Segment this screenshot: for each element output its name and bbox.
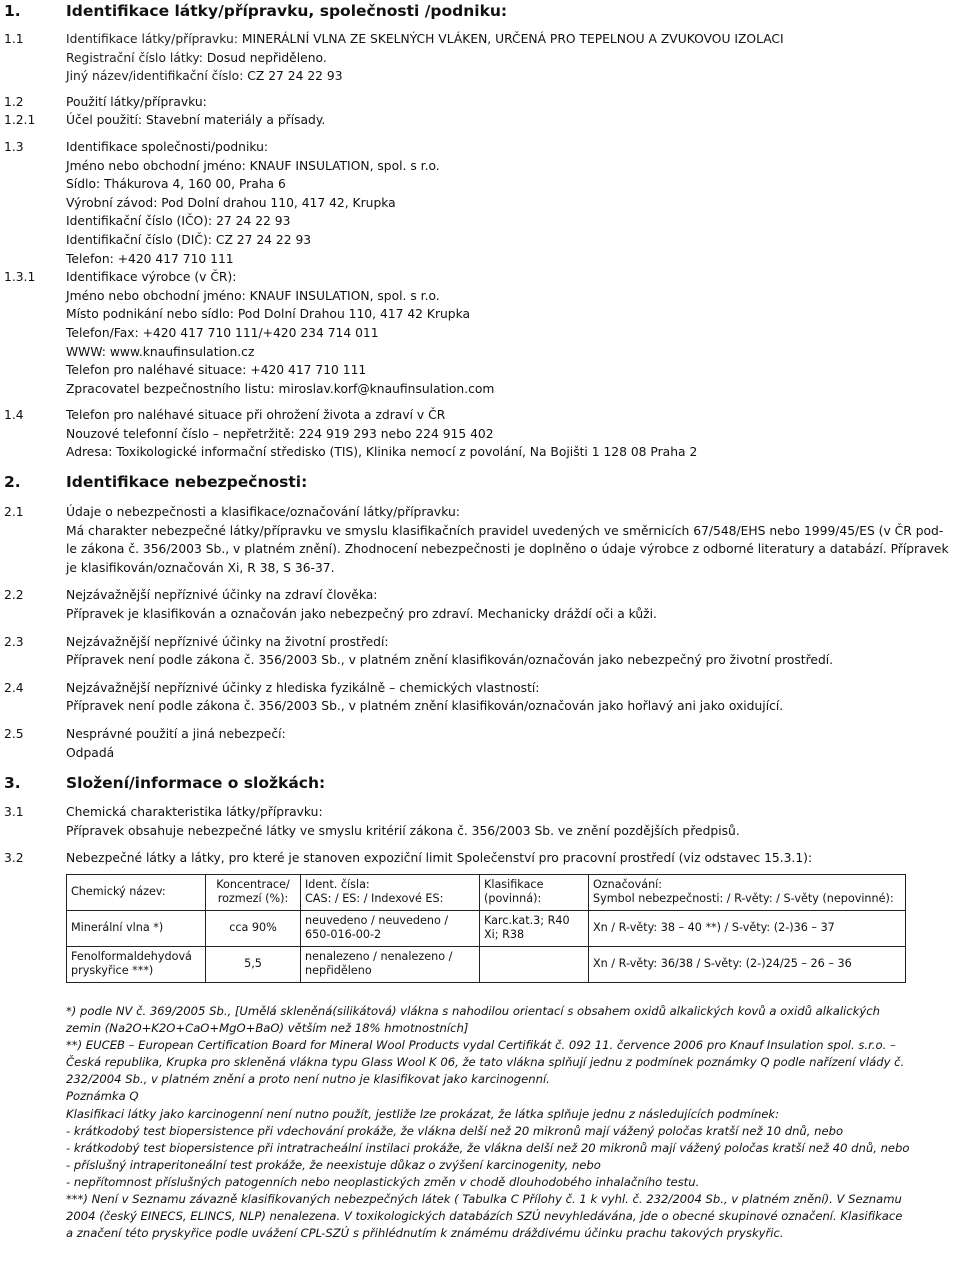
item-number: 2.2 [4,588,24,603]
table-cell [67,946,206,982]
table-cell [301,946,480,982]
item-2-1 [4,503,958,577]
value: MINERÁLNÍ VLNA ZE SKELNÝCH VLÁKEN, URČENÁ PRO TEPELNOU A ZVUKOVOU IZOLACI [241,32,784,46]
label: Telefon: [66,251,114,266]
item-number: 1.3.1 [4,270,36,285]
table-cell [589,910,906,946]
footnote-line: Poznámka Q [66,1089,139,1104]
paragraph-line: Má charakter nebezpečné látky/přípravku ve smyslu klasifikačních pravidel uvedených ve směrnicích 67/548/EHS nebo 1999/45/ES (v ČR pod- [66,523,944,538]
seat-line [66,175,958,194]
value: +420 417 710 111 [117,251,234,266]
value: 27 24 22 93 [216,214,291,229]
item-1-4 [4,406,958,462]
item-number: 1.2 [4,94,24,109]
cell-text: pryskyřice ***) [71,964,154,978]
section-number: 1. [4,2,21,20]
item-text: Odpadá [66,745,115,760]
cell-text: nepřiděleno [305,964,372,978]
author-line [66,380,958,399]
section-title: Identifikace látky/přípravku, společnosti /podniku: [66,2,508,20]
header-text: Symbol nebezpečnosti: / R-věty: / S-věty (nepovinné): [593,892,894,906]
item-number: 2.5 [4,727,24,741]
item-title: Nesprávné použití a jiná nebezpečí: [66,727,286,741]
footnote-line: - příslušný intraperitoneální test prokáže, že neexistuje důkaz o zvýšení karcinogenity, nebo [66,1157,601,1172]
footnote-line: **) EUCEB – European Certification Board for Mineral Wool Products vydal Certifikát č. 092 11. července 2006 pro Knauf Insulation spol. s.r.o. – [66,1038,896,1053]
item-number: 1.4 [4,408,24,423]
cell-text: neuvedeno / neuvedeno / [305,913,449,927]
header-text: Ident. čísla: [305,877,370,891]
value: Stavební materiály a přísady. [145,113,326,128]
table-cell [206,946,301,982]
company-name-line [66,157,958,176]
item-title: Nejzávažnější nepříznivé účinky na životní prostředí: [66,634,389,649]
header-text: Označování: [593,877,663,891]
footnote-line: - krátkodobý test biopersistence při intratracheální instilaci prokáže, že vlákna delší než 20 mikronů mají vážený poločas kratší než 40 dnů, nebo [66,1140,910,1155]
footnote-line: a značení této pryskyřice podle uvážení CPL-SZÚ s přihlédnutím k známému dráždivému účinku prachu takových pryskyřic. [66,1226,784,1241]
section-title: Identifikace nebezpečnosti: [66,473,308,492]
label: Sídlo: [66,177,101,192]
footnote-line: 2004 (český EINECS, ELINCS, NLP) nenalezena. V toxikologických databázích SZÚ nevyhledávána, jde o obecné skupinové označení. Klasifikace [66,1209,903,1224]
item-text: Přípravek není podle zákona č. 356/2003 Sb., v platném znění klasifikován/označován jako hořlavý ani jako oxidující. [66,699,784,714]
item-number: 1.2.1 [4,113,36,128]
item-number: 2.3 [4,634,24,649]
value: 224 919 293 nebo 224 915 402 [298,426,494,441]
footnote-line: ***) Není v Seznamu závazně klasifikovaných nebezpečných látek ( Tabulka C Přílohy č. 1 k vyhl. č. 232/2004 Sb., v platném znění). V Seznamu [66,1192,902,1206]
value: Dosud nepřiděleno. [206,50,327,65]
section-title: Složení/informace o složkách: [66,774,326,793]
value: KNAUF INSULATION, spol. s r.o. [249,158,440,173]
header-text: rozmezí (%): [217,892,289,906]
header-cell [589,874,906,910]
cell-text: cca 90% [229,921,277,935]
item-2-2 [4,586,958,623]
colon: : [807,851,813,866]
label: Účel použití: [66,113,143,128]
footnote-line: 232/2004 Sb., v platném znění a proto není nutno je klasifikovat jako karcinogenní. [66,1072,550,1087]
emergency-phone-line [66,361,958,380]
item-title: Nebezpečné látky a látky, pro které je stanoven expoziční limit Společenství pro pracovní prostředí [66,851,675,866]
paragraph-line: le zákona č. 356/2003 Sb., v platném znění). Zhodnocení nebezpečnosti je doplněno o údaje výrobce z odborné literatury a databází. Přípravek [66,542,949,557]
item-2-3 [4,633,958,670]
item-title: Identifikace společnosti/podniku: [66,139,269,154]
item-number: 2.1 [4,505,24,520]
label: Registrační číslo látky: [66,50,203,65]
item-text: Přípravek není podle zákona č. 356/2003 Sb., v platném znění klasifikován/označován jako nebezpečný pro životní prostředí. [66,653,834,668]
header-text: (povinná): [484,892,542,906]
cell-text: Xi; R38 [484,928,525,942]
alt-name-line [66,67,958,86]
header-text: Chemický název: [71,885,166,899]
cell-text: Fenolformaldehydová [71,949,192,963]
value: +420 417 710 111/+420 234 714 011 [142,325,379,340]
item-1-2-1 [4,111,958,130]
table-row [67,910,906,946]
item-number: 3.1 [4,805,24,820]
registration-line [66,49,958,68]
header-cell [67,874,206,910]
place-line [66,305,958,324]
cell-text: 650-016-00-2 [305,928,382,942]
value: Pod Dolní Drahou 110, 417 42 Krupka [237,307,471,322]
item-text: Přípravek obsahuje nebezpečné látky ve smyslu kritérií zákona č. 356/2003 Sb. ve znění pozdějších předpisů. [66,823,740,838]
section-number: 3. [4,774,21,793]
header-cell [480,874,589,910]
label: Identifikace látky/přípravku: [66,32,238,46]
table-row [67,946,906,982]
safety-data-sheet [4,0,958,1242]
section-1-heading [4,0,958,22]
footnote-line: zemin (Na2O+K2O+CaO+MgO+BaO) větším než 18% hmotnostních] [66,1021,469,1036]
table-cell [589,946,906,982]
label: Identifikační číslo (IČO): [66,214,213,229]
label: Místo podnikání nebo sídlo: [66,307,234,322]
item-number: 1.1 [4,32,24,46]
item-number: 2.4 [4,680,24,695]
item-text: Přípravek je klasifikován a označován jako nebezpečný pro zdraví. Mechanicky dráždí oči a kůži. [66,607,657,622]
header-cell [206,874,301,910]
footnote-line: Česká republika, Krupka pro skleněná vlákna typu Glass Wool K 06, že tato vlákna splňují jednu z podmínek poznámky Q podle nařízení vlády č. [66,1055,905,1070]
identification-line [66,30,958,49]
ico-line [66,212,958,231]
label: Identifikační číslo (DIČ): [66,232,212,247]
item-number: 3.2 [4,851,24,866]
header-cell [301,874,480,910]
item-2-4 [4,679,958,716]
table-cell [480,910,589,946]
dic-line [66,231,958,250]
value: CZ 27 24 22 93 [247,69,343,84]
label: Výrobní závod: [66,195,158,210]
composition-table [66,874,906,983]
label: Adresa: [66,445,113,460]
www-line [66,343,958,362]
cell-text: Minerální vlna *) [71,921,164,935]
header-text: Koncentrace/ [216,877,290,891]
value: Thákurova 4, 160 00, Praha 6 [104,177,286,192]
label: WWW: [66,344,106,359]
header-text: CAS: / ES: / Indexové ES: [305,892,444,906]
value: CZ 27 24 22 93 [215,232,312,247]
phone-line [66,250,958,269]
label: Jméno nebo obchodní jméno: [66,288,246,303]
table-cell [301,910,480,946]
label: Telefon/Fax: [66,325,139,340]
value: KNAUF INSULATION, spol. s r.o. [249,288,440,303]
manufacturer-name-line [66,287,958,306]
cell-text: nenalezeno / nenalezeno / [305,949,453,963]
item-title: Nejzávažnější nepříznivé účinky z hlediska fyzikálně – chemických vlastností: [66,680,540,695]
section-3-heading [4,772,958,794]
address-line [66,443,958,462]
item-1-2 [4,93,958,112]
item-2-5 [4,725,958,762]
plant-line [66,194,958,213]
footnotes [4,1003,958,1242]
value: Toxikologické informační středisko (TIS), Klinika nemocí z povolání, Na Bojišti 1 128 08 Praha 2 [116,445,698,460]
table-cell [480,946,589,982]
website-link[interactable]: www.knaufinsulation.cz [109,344,255,359]
footnote-line: Klasifikaci látky jako karcinogenní není nutno použít, jestliže lze prokázat, že látka splňuje jednu z následujících podmínek: [66,1106,780,1121]
section-number: 2. [4,473,21,492]
footnote-line: *) podle NV č. 369/2005 Sb., [Umělá skleněná(silikátová) vlákna s nahodilou orientací s obsahem oxidů alkalických kovů a oxidů alkalických [66,1003,880,1018]
reference: (viz odstavec 15.3.1) [678,851,808,866]
cell-text: 5,5 [244,957,262,971]
item-title: Nejzávažnější nepříznivé účinky na zdraví člověka: [66,588,378,603]
label: Telefon pro naléhavé situace: [66,363,247,378]
item-1-3-1 [4,268,958,398]
footnote-line: - nepřítomnost příslušných patogenních nebo neoplastických změn v chodě dlouhodobého inhalačního testu. [66,1174,700,1189]
footnote-line: - krátkodobý test biopersistence při vdechování prokáže, že vlákna delší než 20 mikronů mají vážený poločas kratší než 10 dnů, nebo [66,1123,844,1138]
cell-text: Xn / R-věty: 36/38 / S-věty: (2-)24/25 – 26 – 36 [593,957,852,971]
cell-text: Xn / R-věty: 38 – 40 **) / S-věty: (2-)36 – 37 [593,921,835,935]
item-number: 1.3 [4,139,24,154]
nonstop-line [66,425,958,444]
value: +420 417 710 111 [250,363,367,378]
label: Zpracovatel bezpečnostního listu: [66,381,275,396]
table-cell [67,910,206,946]
header-text: Klasifikace [484,877,544,891]
item-title: Telefon pro naléhavé situace při ohrožení života a zdraví v ČR [66,408,446,423]
label: Jiný název/identifikační číslo: [66,69,244,84]
item-3-2 [4,849,958,868]
cell-text: Karc.kat.3; R40 [484,913,570,927]
item-title: Identifikace výrobce (v ČR): [66,270,237,285]
item-title: Použití látky/přípravku: [66,94,207,109]
table-header-row [67,874,906,910]
item-3-1 [4,803,958,840]
item-title: Chemická charakteristika látky/přípravku: [66,805,323,820]
item-1-3 [4,138,958,268]
value: Pod Dolní drahou 110, 417 42, Krupka [161,195,396,210]
label: Nouzové telefonní číslo – nepřetržitě: [66,426,295,441]
email-link[interactable]: miroslav.korf@knaufinsulation.com [278,381,495,396]
paragraph-line: je klasifikován/označován Xi, R 38, S 36-37. [66,560,335,575]
fax-line [66,324,958,343]
label: Jméno nebo obchodní jméno: [66,158,246,173]
item-title: Údaje o nebezpečnosti a klasifikace/označování látky/přípravku: [66,505,460,520]
table-cell [206,910,301,946]
item-1-1 [4,30,958,86]
section-2-heading [4,471,958,493]
